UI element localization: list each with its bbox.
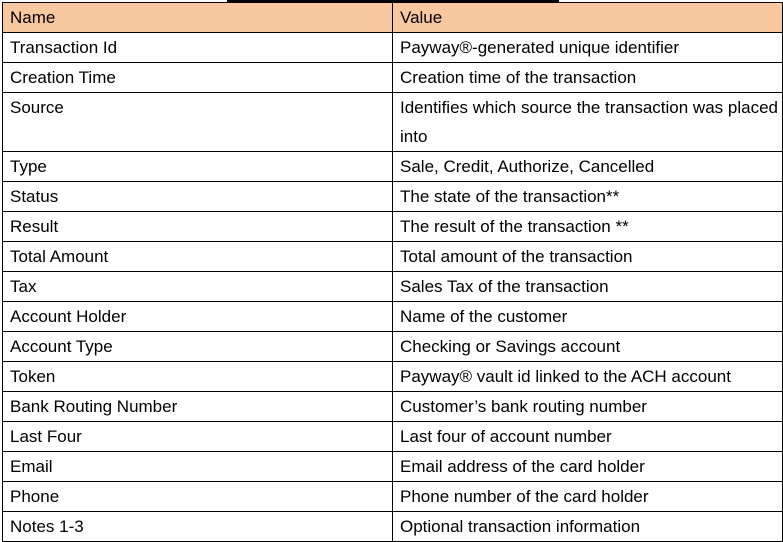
table-row — [3, 482, 783, 512]
field-value: Last four of account number — [393, 422, 783, 452]
field-name: Bank Routing Number — [3, 392, 393, 422]
column-header-value: Value — [393, 3, 783, 33]
field-value: The state of the transaction** — [393, 182, 783, 212]
field-name: Result — [3, 212, 393, 242]
field-name: Account Type — [3, 332, 393, 362]
field-name: Token — [3, 362, 393, 392]
field-value: Email address of the card holder — [393, 452, 783, 482]
field-name: Tax — [3, 272, 393, 302]
field-value: Payway®-generated unique identifier — [393, 33, 783, 63]
column-header-name: Name — [3, 3, 393, 33]
table-row — [3, 212, 783, 242]
field-name: Account Holder — [3, 302, 393, 332]
table-header — [3, 3, 783, 33]
field-value: Checking or Savings account — [393, 332, 783, 362]
field-name: Total Amount — [3, 242, 393, 272]
field-value: Payway® vault id linked to the ACH account — [393, 362, 783, 392]
field-name: Last Four — [3, 422, 393, 452]
field-name: Source — [3, 93, 393, 152]
field-name: Notes 1-3 — [3, 512, 393, 542]
field-value: Optional transaction information — [393, 512, 783, 542]
field-value: Identifies which source the transaction was placed into — [393, 93, 783, 152]
header-row — [3, 3, 783, 33]
table-row — [3, 93, 783, 152]
table-row — [3, 392, 783, 422]
table-row — [3, 182, 783, 212]
field-name: Creation Time — [3, 63, 393, 93]
table-row — [3, 332, 783, 362]
table-row — [3, 362, 783, 392]
field-name: Email — [3, 452, 393, 482]
table-row — [3, 512, 783, 542]
field-value: Total amount of the transaction — [393, 242, 783, 272]
table-row — [3, 63, 783, 93]
field-value: Sale, Credit, Authorize, Cancelled — [393, 152, 783, 182]
table-row — [3, 302, 783, 332]
table-row — [3, 422, 783, 452]
table-row — [3, 452, 783, 482]
field-value: Phone number of the card holder — [393, 482, 783, 512]
field-value: Sales Tax of the transaction — [393, 272, 783, 302]
table-row — [3, 152, 783, 182]
field-value: Creation time of the transaction — [393, 63, 783, 93]
field-name: Status — [3, 182, 393, 212]
field-table — [2, 2, 783, 542]
field-value: The result of the transaction ** — [393, 212, 783, 242]
field-name: Phone — [3, 482, 393, 512]
table-row — [3, 272, 783, 302]
table-row — [3, 33, 783, 63]
field-name: Type — [3, 152, 393, 182]
table-row — [3, 242, 783, 272]
table-body — [3, 33, 783, 542]
field-value: Customer’s bank routing number — [393, 392, 783, 422]
field-value: Name of the customer — [393, 302, 783, 332]
field-name: Transaction Id — [3, 33, 393, 63]
